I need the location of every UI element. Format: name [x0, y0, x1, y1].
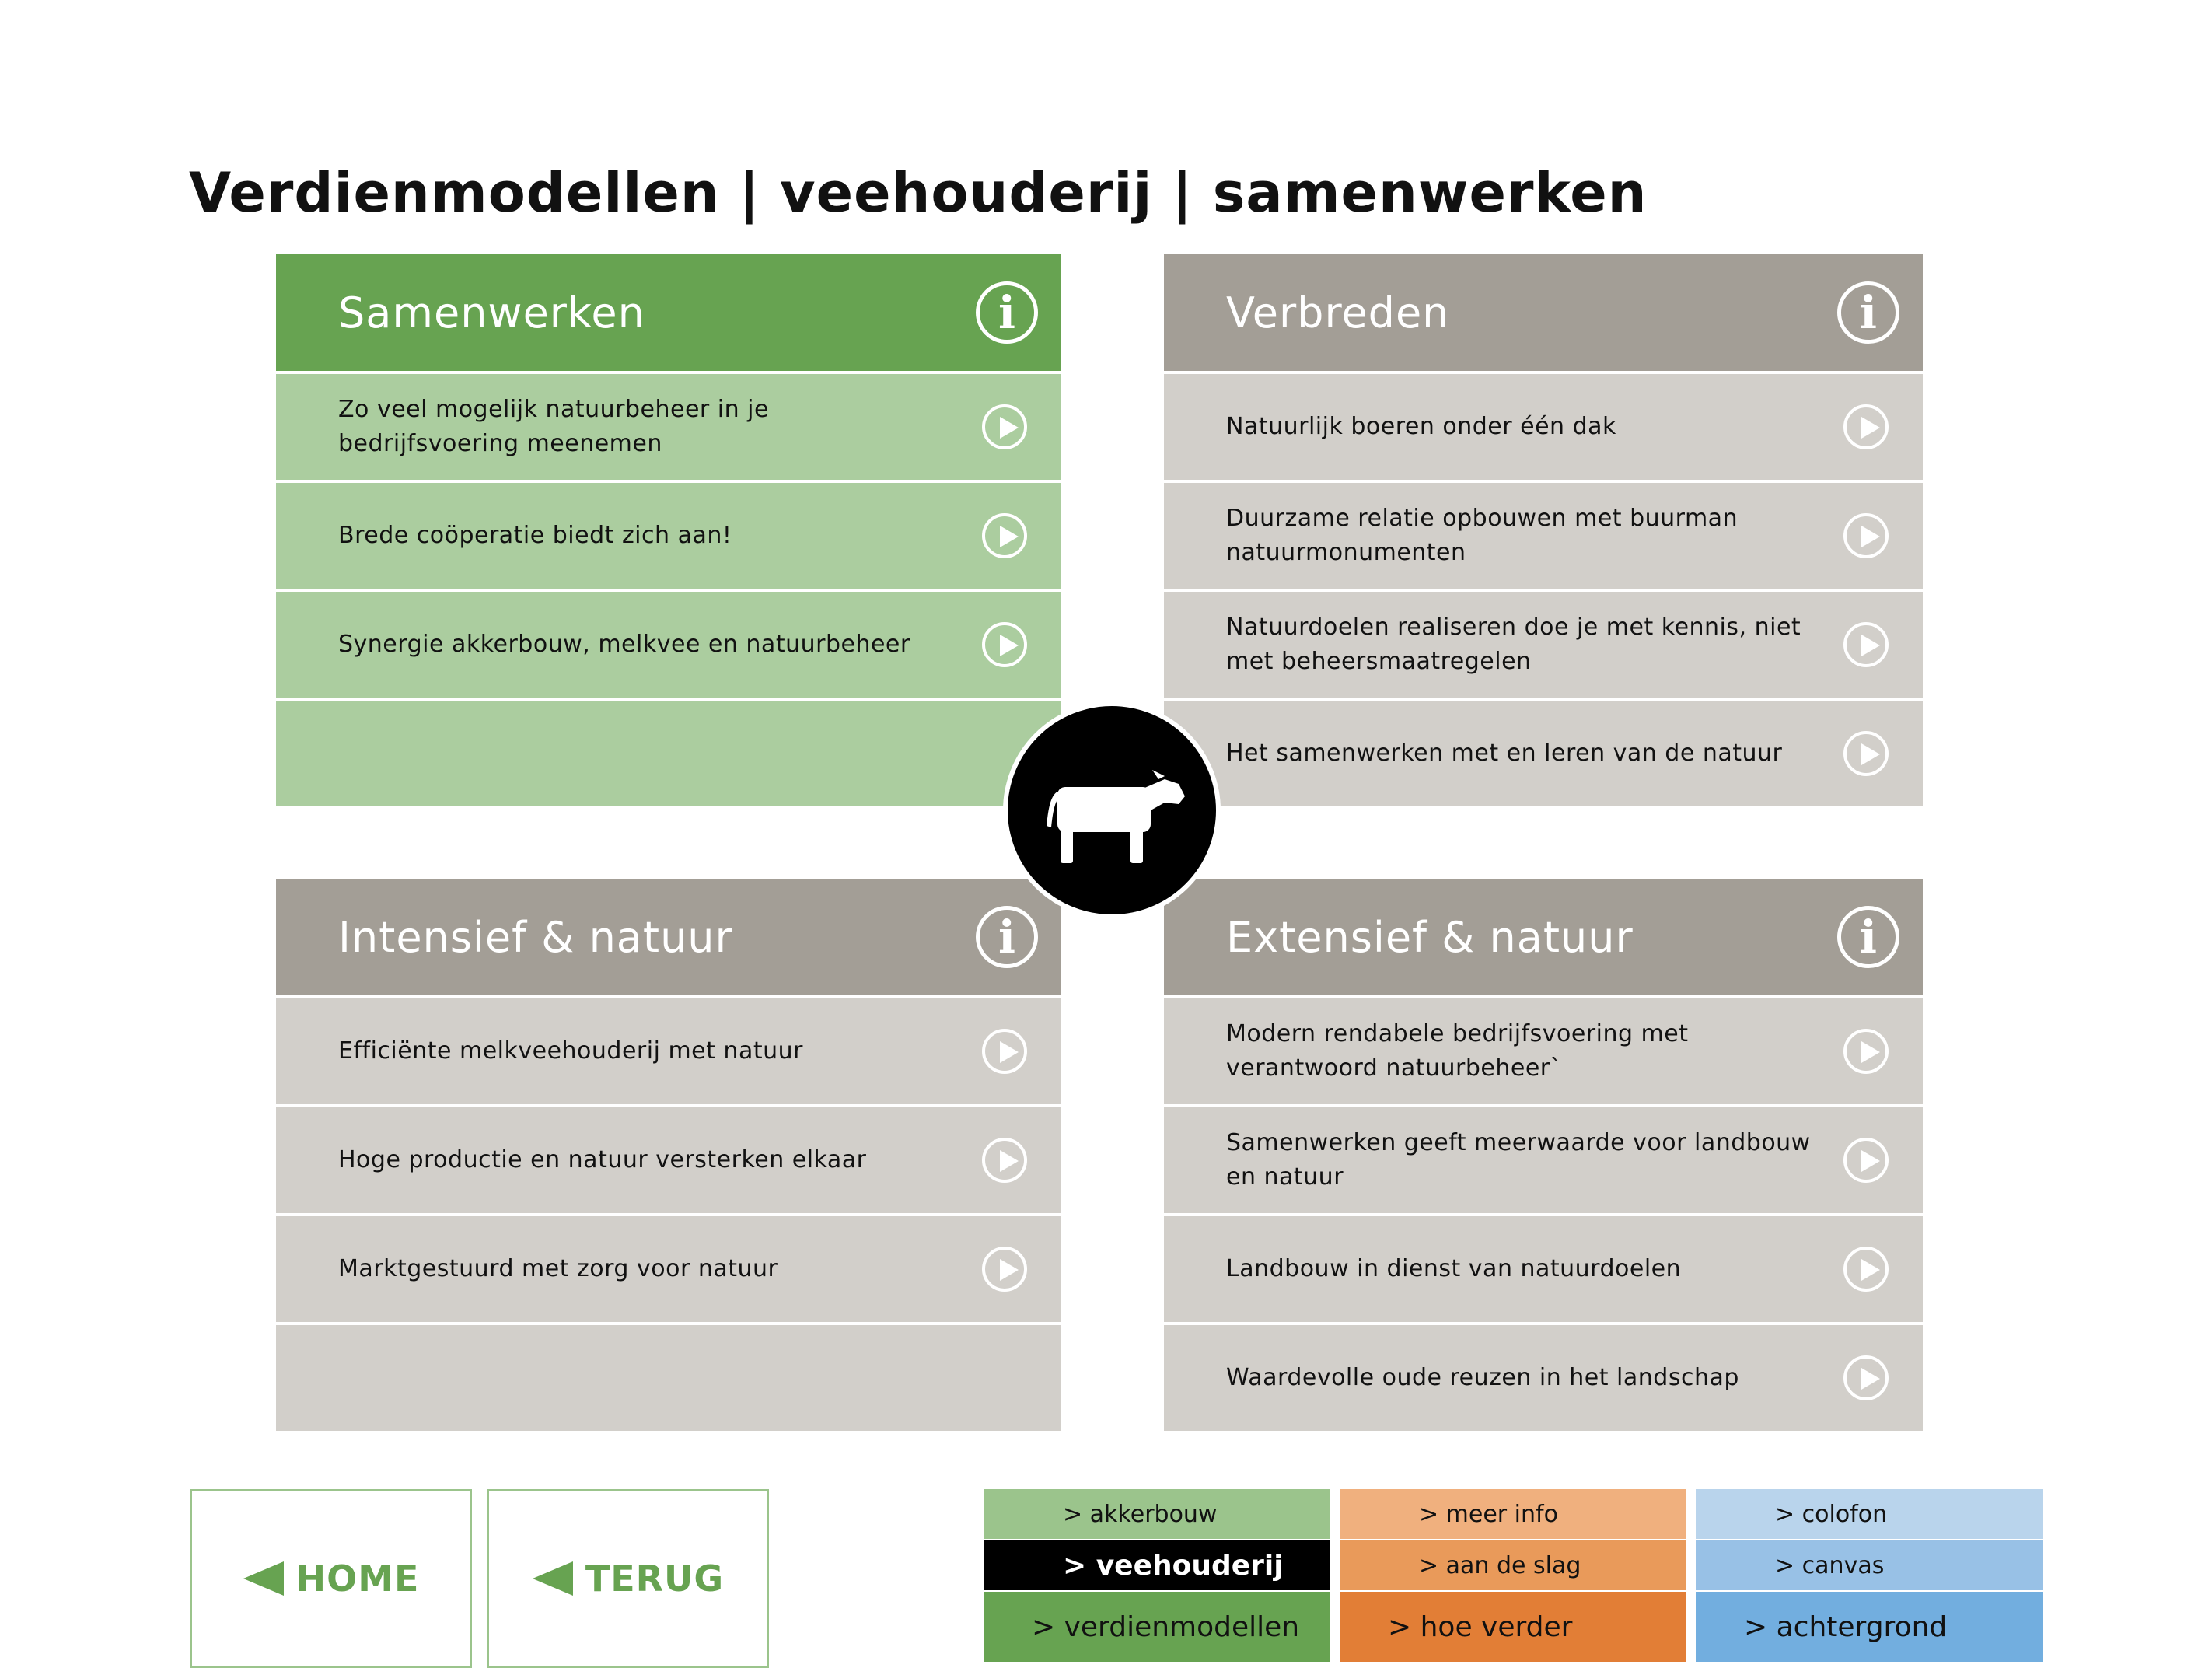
menu-item-akkerbouw[interactable]: > akkerbouw: [984, 1489, 1330, 1539]
panel-verbreden: [1164, 254, 1923, 806]
list-item[interactable]: [276, 1216, 1061, 1322]
list-item-label: Brede coöperatie biedt zich aan!: [338, 522, 732, 549]
list-item-label: Duurzame relatie opbouwen met buurman natuurmonumenten: [1226, 505, 1738, 566]
play-icon[interactable]: [1843, 622, 1889, 667]
panel-title: Verbreden: [1226, 288, 1450, 337]
list-item-label: Waardevolle oude reuzen in het landschap: [1226, 1364, 1739, 1391]
play-icon[interactable]: [982, 1247, 1027, 1292]
panel-intensief-natuur: [276, 879, 1061, 1431]
back-button[interactable]: [487, 1489, 769, 1668]
menu-item-colofon[interactable]: > colofon: [1696, 1489, 2043, 1539]
play-icon[interactable]: [982, 1138, 1027, 1183]
list-item-label: Hoge productie en natuur versterken elkaar: [338, 1146, 867, 1173]
panel-header: [276, 254, 1061, 371]
list-item[interactable]: [276, 483, 1061, 589]
empty-row: [276, 1325, 1061, 1431]
play-icon[interactable]: [1843, 404, 1889, 449]
info-icon[interactable]: i: [1837, 906, 1899, 968]
list-item-label: Zo veel mogelijk natuurbeheer in je bedrijfsvoering meenemen: [338, 396, 769, 457]
list-item[interactable]: [1164, 1216, 1923, 1322]
list-item[interactable]: [276, 1107, 1061, 1213]
menu-item-canvas[interactable]: > canvas: [1696, 1540, 2043, 1590]
panel-samenwerken: [276, 254, 1061, 806]
play-icon[interactable]: [1843, 513, 1889, 558]
menu-item-aan-de-slag[interactable]: > aan de slag: [1340, 1540, 1686, 1590]
play-icon[interactable]: [1843, 1138, 1889, 1183]
list-item[interactable]: [276, 592, 1061, 698]
list-item[interactable]: [1164, 1107, 1923, 1213]
menu-column-about: [1696, 1489, 2043, 1662]
play-icon[interactable]: [982, 622, 1027, 667]
panel-title: Samenwerken: [338, 288, 645, 337]
panel-title: Intensief & natuur: [338, 912, 733, 962]
left-arrow-icon: [243, 1561, 284, 1596]
list-item-label: Samenwerken geeft meerwaarde voor landbouw en natuur: [1226, 1129, 1811, 1191]
list-item-label: Efficiënte melkveehouderij met natuur: [338, 1037, 803, 1065]
list-item[interactable]: [276, 374, 1061, 480]
list-item-label: Het samenwerken met en leren van de natuur: [1226, 740, 1783, 767]
list-item-label: Marktgestuurd met zorg voor natuur: [338, 1255, 778, 1282]
play-icon[interactable]: [982, 513, 1027, 558]
play-icon[interactable]: [1843, 1247, 1889, 1292]
list-item[interactable]: [1164, 592, 1923, 698]
cow-icon: [1034, 756, 1190, 865]
panel-title: Extensief & natuur: [1226, 912, 1634, 962]
info-icon[interactable]: i: [976, 906, 1038, 968]
list-item-label: Landbouw in dienst van natuurdoelen: [1226, 1255, 1682, 1282]
menu-item-meer-info[interactable]: > meer info: [1340, 1489, 1686, 1539]
info-icon[interactable]: i: [976, 281, 1038, 344]
list-item[interactable]: [276, 998, 1061, 1104]
page-title: Verdienmodellen | veehouderij | samenwerken: [189, 160, 1648, 225]
back-button-label: TERUG: [585, 1558, 725, 1600]
play-icon[interactable]: [1843, 1355, 1889, 1400]
home-button[interactable]: [190, 1489, 472, 1668]
list-item-label: Natuurdoelen realiseren doe je met kennis, niet met beheersmaatregelen: [1226, 614, 1801, 675]
cow-badge: [1003, 701, 1221, 919]
play-icon[interactable]: [1843, 1029, 1889, 1074]
menu-item-achtergrond[interactable]: > achtergrond: [1696, 1592, 2043, 1662]
list-item-label: Synergie akkerbouw, melkvee en natuurbeheer: [338, 631, 910, 658]
menu-item-verdienmodellen[interactable]: > verdienmodellen: [984, 1592, 1330, 1662]
menu-item-veehouderij[interactable]: > veehouderij: [984, 1540, 1330, 1590]
list-item-label: Modern rendabele bedrijfsvoering met verantwoord natuurbeheer`: [1226, 1020, 1689, 1082]
menu-column-sector: [984, 1489, 1330, 1662]
list-item-label: Natuurlijk boeren onder één dak: [1226, 413, 1616, 440]
panel-extensief-natuur: [1164, 879, 1923, 1431]
list-item[interactable]: [1164, 701, 1923, 806]
menu-item-hoe-verder[interactable]: > hoe verder: [1340, 1592, 1686, 1662]
play-icon[interactable]: [1843, 731, 1889, 776]
list-item[interactable]: [1164, 1325, 1923, 1431]
empty-row: [276, 701, 1061, 806]
panel-header: [1164, 254, 1923, 371]
menu-column-info: [1340, 1489, 1686, 1662]
play-icon[interactable]: [982, 1029, 1027, 1074]
panel-header: [1164, 879, 1923, 995]
panel-header: [276, 879, 1061, 995]
home-button-label: HOME: [295, 1558, 420, 1600]
play-icon[interactable]: [982, 404, 1027, 449]
list-item[interactable]: [1164, 483, 1923, 589]
left-arrow-icon: [533, 1561, 573, 1596]
info-icon[interactable]: i: [1837, 281, 1899, 344]
list-item[interactable]: [1164, 374, 1923, 480]
list-item[interactable]: [1164, 998, 1923, 1104]
